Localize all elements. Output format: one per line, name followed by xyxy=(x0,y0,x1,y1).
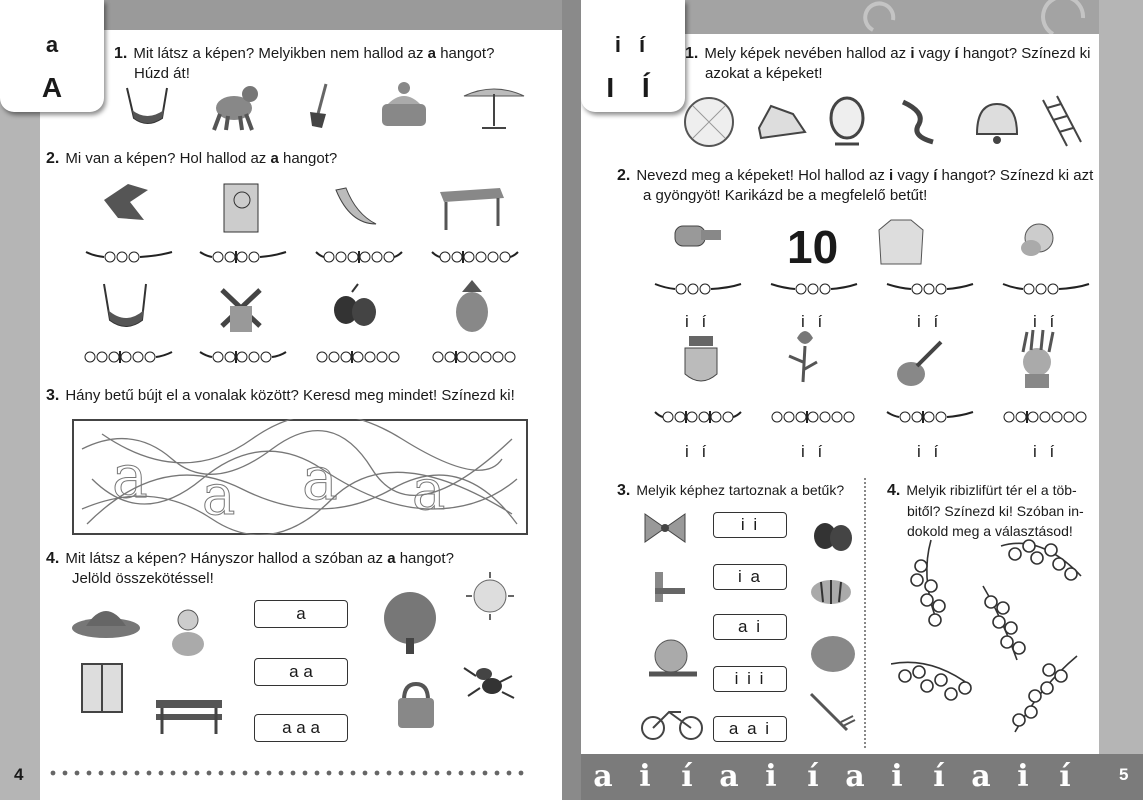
bicycle-picture xyxy=(642,712,702,739)
window-picture xyxy=(82,664,122,712)
swirl-decoration xyxy=(673,0,1143,34)
letter-choice: i í xyxy=(685,312,707,331)
highlight-letter: í xyxy=(933,167,938,184)
task-text: Mit látsz a képen? Hányszor hallod a szóban az xyxy=(65,550,384,567)
letter-combo-box: a i xyxy=(713,614,787,640)
bead-string xyxy=(430,348,520,366)
tulip-picture xyxy=(789,331,817,382)
left-page xyxy=(0,0,562,800)
currant-cluster xyxy=(1001,540,1081,580)
sun-picture xyxy=(466,572,514,620)
task-text: Húzd át! xyxy=(134,65,190,82)
highlight-letter: i xyxy=(889,167,894,184)
letter-choice: i í xyxy=(1033,312,1055,331)
highlight-letter: a xyxy=(427,45,437,62)
jacket-picture xyxy=(879,220,923,264)
strip-letter: a xyxy=(971,759,991,794)
strip-letter: a xyxy=(719,759,739,794)
windmill-picture xyxy=(222,290,260,332)
strip-letter: i xyxy=(639,759,651,794)
bead-string xyxy=(1001,408,1091,426)
ladder-picture xyxy=(1043,96,1081,146)
pineapple-picture xyxy=(456,280,488,332)
task-text: Nevezd meg a képeket! Hol hallod az xyxy=(636,167,885,184)
native-american-picture xyxy=(1023,330,1053,388)
letter-choice: i í xyxy=(917,312,939,331)
pacifier-picture xyxy=(1021,224,1053,256)
bow-picture xyxy=(645,514,685,542)
answer-box: a a a xyxy=(254,714,348,742)
task-text: hangot? Színezd ki azt xyxy=(941,167,1094,184)
monkey-picture xyxy=(214,86,258,130)
bead-string xyxy=(198,348,288,366)
answer-box: a a xyxy=(254,658,348,686)
currant-clusters xyxy=(891,536,1111,736)
bead-string xyxy=(653,280,743,298)
task-text: hangot? xyxy=(399,550,454,567)
task-text: Mit látsz a képen? Melyikben nem hallod az xyxy=(133,45,424,62)
mirror-picture xyxy=(831,98,863,144)
strip-letter: i xyxy=(1017,759,1029,794)
task-number: 4. xyxy=(46,550,60,567)
strip-letter: í xyxy=(933,759,945,794)
guitar-picture xyxy=(897,342,941,386)
number-ten: 10 xyxy=(787,221,839,273)
bell-picture xyxy=(977,104,1017,144)
task-text: Melyik képhez tartoznak a betűk? xyxy=(636,482,845,498)
task-text: Mely képek nevében hallod az xyxy=(704,45,907,62)
answer-box: a xyxy=(254,600,348,628)
bead-string xyxy=(769,280,859,298)
task-text: hangot? xyxy=(283,150,338,167)
hidden-letters-puzzle xyxy=(72,419,528,535)
tiger-picture xyxy=(811,580,851,604)
letter-tab-i xyxy=(581,0,685,112)
letter-tab-a xyxy=(0,0,104,112)
plum-picture xyxy=(814,523,852,551)
currant-cluster xyxy=(911,540,945,626)
strip-letter: a xyxy=(593,759,613,794)
hammock-picture xyxy=(127,88,167,123)
letter-choice: i í xyxy=(801,442,823,461)
bead-string xyxy=(769,408,859,426)
left-top-band xyxy=(100,0,562,30)
padlock-picture xyxy=(398,684,434,728)
task2-pictures xyxy=(671,212,1111,402)
letter-combo-box: i i xyxy=(713,512,787,538)
strip-letter: í xyxy=(1059,759,1071,794)
bead-string xyxy=(198,248,288,266)
letter-combo-box: i a xyxy=(713,564,787,590)
hidden-letter: a xyxy=(412,458,446,523)
task1-instruction xyxy=(114,44,544,84)
snail-picture xyxy=(649,640,697,674)
tab-lowercase: i í xyxy=(614,32,652,57)
task-text: bitől? Színezd ki! Szóban in- xyxy=(907,503,1084,519)
shoe-picture xyxy=(759,106,805,138)
door-picture xyxy=(224,184,258,232)
letter-combo-box: a a i xyxy=(713,716,787,742)
letter-choice: i í xyxy=(1033,442,1055,461)
tab-lowercase: a xyxy=(45,32,59,57)
task-text: Mi van a képen? Hol hallod az xyxy=(65,150,267,167)
task3-instruction xyxy=(617,480,877,501)
coat-of-arms-picture xyxy=(685,336,717,381)
hidden-letter: a xyxy=(302,444,338,514)
highlight-letter: í xyxy=(954,45,959,62)
letter-strip xyxy=(581,754,1143,800)
eagle-picture xyxy=(104,184,148,220)
task-number: 3. xyxy=(46,387,60,404)
tree-picture xyxy=(384,592,436,654)
tangerine-picture xyxy=(811,636,855,672)
task-number: 1. xyxy=(114,45,128,62)
letter-choice: i í xyxy=(685,442,707,461)
task-text: azokat a képeket! xyxy=(705,65,823,82)
currant-cluster xyxy=(891,662,971,700)
bead-string xyxy=(314,248,404,266)
task-text: vagy xyxy=(897,167,930,184)
bench-picture xyxy=(156,700,222,734)
fork-picture xyxy=(811,694,855,730)
doll-picture xyxy=(172,610,204,656)
strip-letter: i xyxy=(765,759,777,794)
bead-string xyxy=(430,248,520,266)
highlight-letter: i xyxy=(910,45,915,62)
task-text: hangot? Színezd ki xyxy=(962,45,1091,62)
task3-instruction xyxy=(46,386,536,406)
banana-picture xyxy=(336,188,376,224)
letter-choice: i í xyxy=(801,312,823,331)
task-text: dokold meg a választásod! xyxy=(907,523,1073,539)
tab-uppercase: I Í xyxy=(606,72,660,103)
task-text: Jelöld összekötéssel! xyxy=(72,570,214,587)
task2-pictures xyxy=(96,180,526,370)
hidden-letter: a xyxy=(112,442,148,512)
whistle-picture xyxy=(675,226,721,246)
bead-string xyxy=(653,408,743,426)
tab-uppercase: A xyxy=(41,72,63,103)
strip-letter: a xyxy=(845,759,865,794)
parasol-picture xyxy=(464,89,524,128)
bead-string xyxy=(314,348,404,366)
task-text: vagy xyxy=(918,45,951,62)
task-number: 3. xyxy=(617,482,631,499)
task-separator xyxy=(864,478,868,748)
currant-cluster xyxy=(983,586,1025,660)
task-text: Melyik ribizlifürt tér el a töb- xyxy=(906,482,1077,498)
task-text: Hány betű bújt el a vonalak között? Keresd meg mindet! Színezd ki! xyxy=(65,387,515,404)
ant-picture xyxy=(464,668,514,698)
task-number: 1. xyxy=(685,45,699,62)
hat-picture xyxy=(382,82,426,126)
task-number: 2. xyxy=(617,167,631,184)
lemon-picture xyxy=(685,98,733,146)
right-page xyxy=(581,0,1143,800)
letter-choice: i í xyxy=(917,442,939,461)
bead-string xyxy=(885,408,975,426)
task1-instruction xyxy=(685,44,1115,84)
task-number: 4. xyxy=(887,482,901,499)
table-picture xyxy=(440,188,504,230)
currant-cluster xyxy=(1013,656,1077,732)
task2-instruction xyxy=(617,166,1117,206)
bead-string xyxy=(84,248,174,266)
bead-string xyxy=(1001,280,1091,298)
left-page-edge-strip xyxy=(0,0,40,800)
task-text: hangot? xyxy=(440,45,495,62)
strip-letter: í xyxy=(681,759,693,794)
page-number: 4 xyxy=(14,765,24,784)
strip-letter: í xyxy=(807,759,819,794)
task-number: 2. xyxy=(46,150,60,167)
bead-string xyxy=(885,280,975,298)
task1-pictures xyxy=(122,80,542,132)
task4-instruction xyxy=(887,480,1117,541)
lizard-picture xyxy=(903,102,933,142)
bead-string xyxy=(84,348,174,366)
strip-letter: i xyxy=(891,759,903,794)
page-number: 5 xyxy=(1119,765,1129,784)
plum-picture xyxy=(334,284,376,326)
highlight-letter: a xyxy=(270,150,279,167)
letter-combo-box: i i i xyxy=(713,666,787,692)
task-text: a gyöngyöt! Karikázd be a megfelelő betűt! xyxy=(643,187,928,204)
right-top-decor xyxy=(673,0,1143,34)
door-handle-picture xyxy=(655,572,685,602)
hammock-picture xyxy=(104,284,146,326)
task2-instruction xyxy=(46,149,526,169)
highlight-letter: a xyxy=(387,550,396,567)
task1-pictures xyxy=(681,92,1121,152)
page-footer-dots xyxy=(50,770,530,776)
hidden-letter: a xyxy=(202,463,236,528)
felt-hat-picture xyxy=(72,611,140,638)
shovel-picture xyxy=(310,84,326,128)
